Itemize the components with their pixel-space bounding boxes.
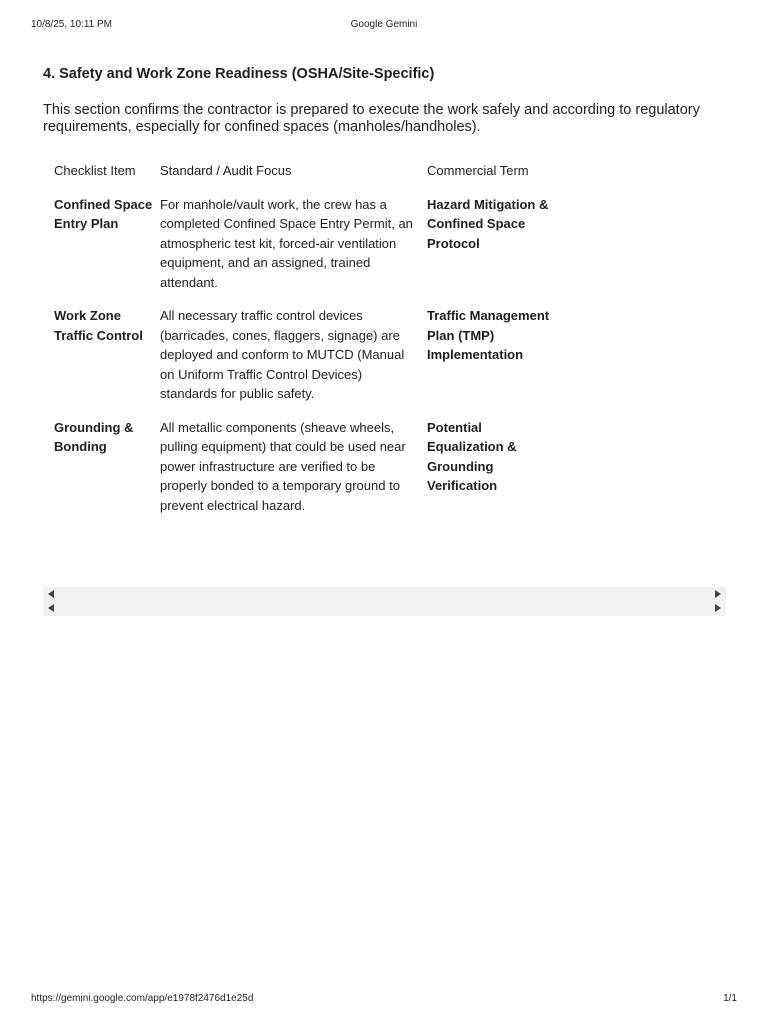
- table-row: [43, 195, 567, 307]
- header-standard-audit-focus: Standard / Audit Focus: [160, 163, 292, 178]
- checklist-item-text: Confined Space Entry Plan: [54, 196, 153, 231]
- audit-focus-text: All metallic components (sheave wheels, pulling equipment) that could be used near power infrastructure are verified to be properly bonded to a temporary ground to prevent electrical hazard.: [160, 419, 406, 513]
- commercial-term-text: Potential Equalization & Grounding Verification: [427, 419, 517, 493]
- commercial-term-cell: [427, 195, 567, 307]
- header-checklist-item: Checklist Item: [54, 163, 136, 178]
- commercial-term-cell: [427, 418, 567, 530]
- page-number: 1/1: [723, 993, 737, 1004]
- audit-focus-cell: [160, 195, 427, 307]
- commercial-term-text: Hazard Mitigation & Confined Space Protocol: [427, 196, 549, 251]
- print-datetime: 10/8/25, 10:11 PM: [31, 19, 112, 30]
- section-heading: 4. Safety and Work Zone Readiness (OSHA/Site-Specific): [43, 66, 435, 82]
- print-header: [31, 19, 737, 33]
- commercial-term-text: Traffic Management Plan (TMP) Implementation: [427, 308, 550, 362]
- section-intro: This section confirms the contractor is prepared to execute the work safely and according to regulatory requirements, especially for confined spaces (manholes/handholes).: [43, 102, 700, 135]
- horizontal-scrollbar[interactable]: [43, 587, 726, 616]
- checklist-item-text: Grounding & Bonding: [54, 419, 134, 454]
- table-header-row: [43, 151, 567, 195]
- audit-focus-text: For manhole/vault work, the crew has a completed Confined Space Entry Permit, an atmospheric test kit, forced-air ventilation equipment, and an assigned, trained attendant.: [160, 196, 413, 290]
- audit-focus-cell: [160, 306, 427, 418]
- print-footer: [31, 993, 737, 1007]
- header-commercial-term: Commercial Term: [427, 163, 529, 178]
- triangle-left-icon[interactable]: [48, 590, 54, 598]
- triangle-left-icon[interactable]: [48, 604, 54, 612]
- table-row: [43, 418, 567, 530]
- print-page-title: Google Gemini: [350, 19, 418, 30]
- audit-focus-cell: [160, 418, 427, 530]
- checklist-item-cell: [43, 195, 160, 307]
- checklist-item-cell: [43, 418, 160, 530]
- checklist-item-text: Work Zone Traffic Control: [54, 308, 143, 343]
- audit-focus-text: All necessary traffic control devices (barricades, cones, flaggers, signage) are deployed and conform to MUTCD (Manual on Uniform Traffic Control Devices) standards for public safety.: [160, 308, 405, 401]
- checklist-item-cell: [43, 306, 160, 418]
- commercial-term-cell: [427, 306, 567, 418]
- checklist-table: [43, 151, 567, 529]
- table-row: [43, 306, 567, 418]
- print-url: https://gemini.google.com/app/e1978f2476d1e25d: [31, 993, 254, 1004]
- triangle-right-icon[interactable]: [715, 590, 721, 598]
- triangle-right-icon[interactable]: [715, 604, 721, 612]
